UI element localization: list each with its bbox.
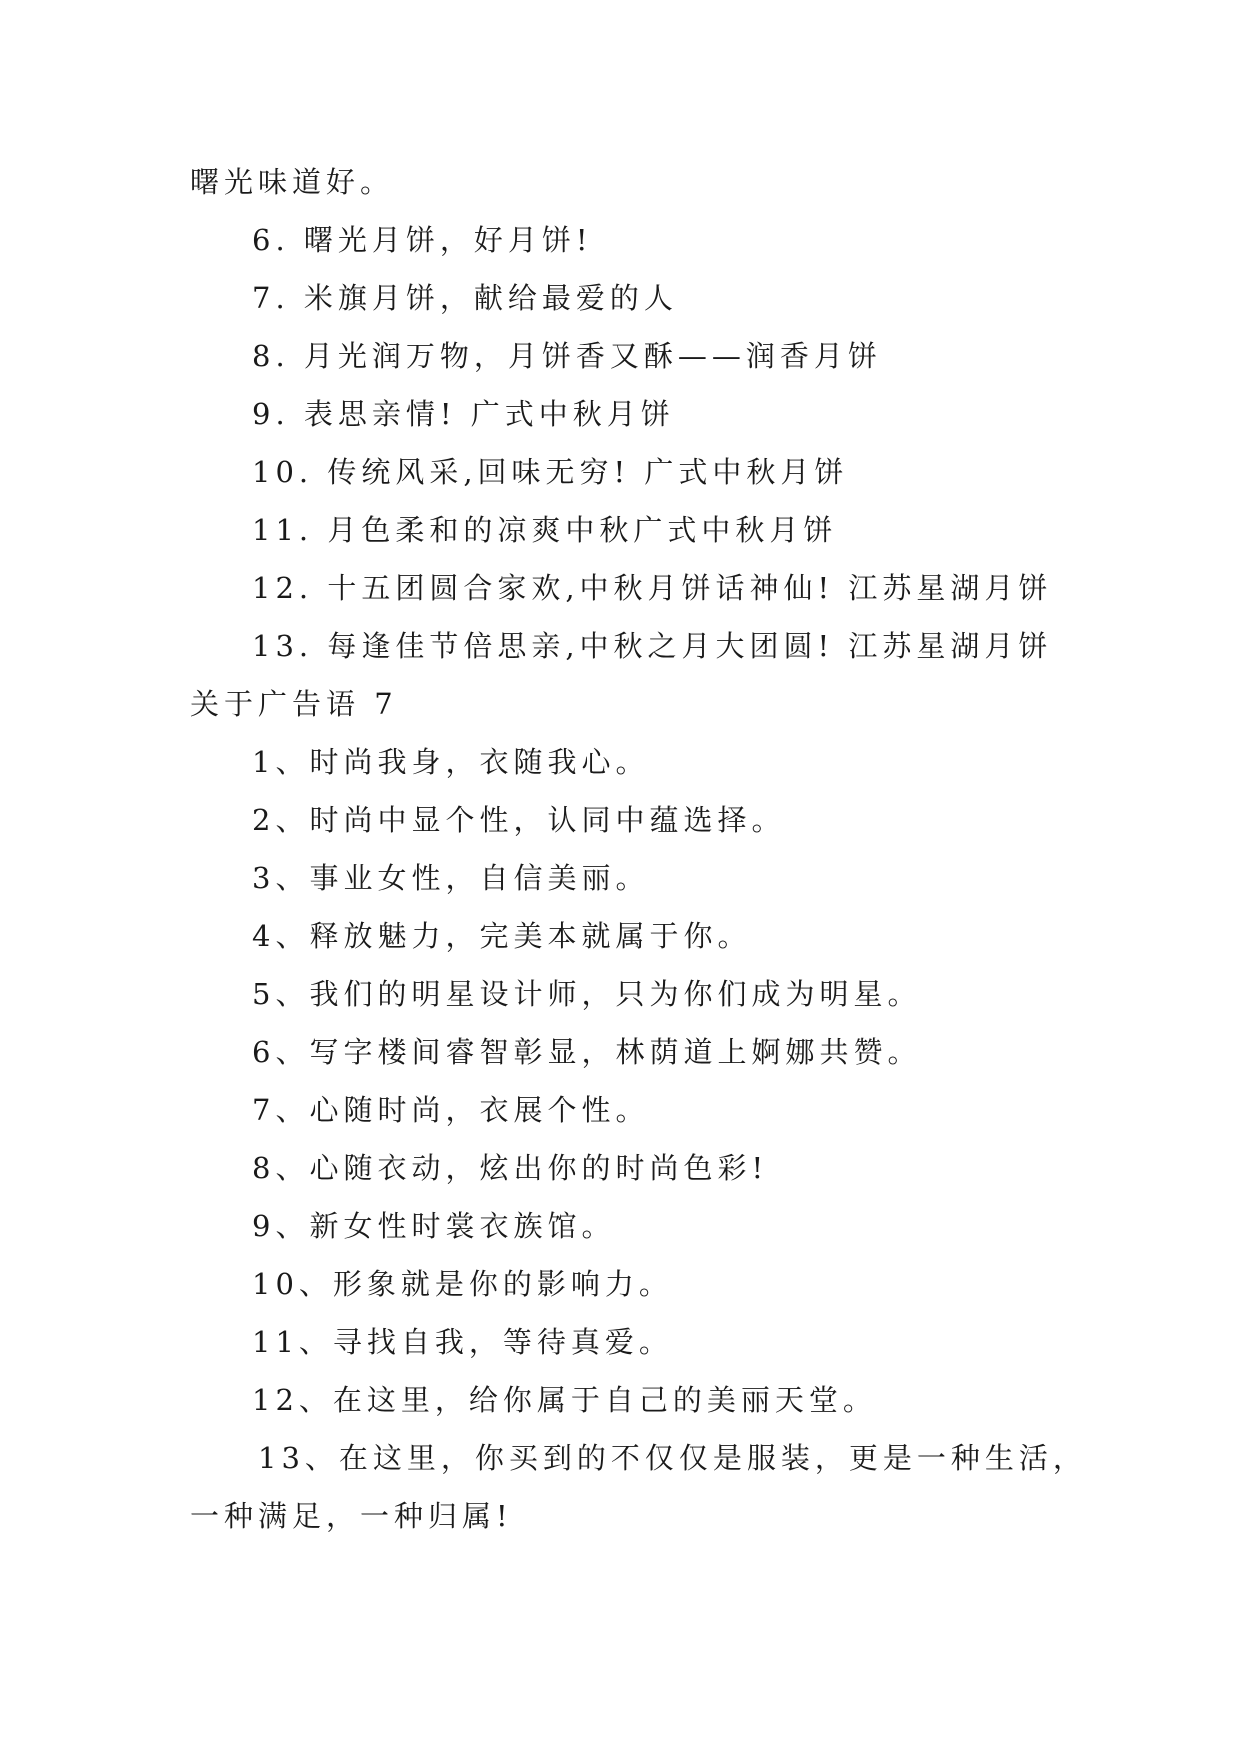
- slogan-item: 7、心随时尚，衣展个性。: [252, 1093, 650, 1127]
- slogan-item: 12、在这里，给你属于自己的美丽天堂。: [252, 1383, 877, 1417]
- slogan-item: 1、时尚我身，衣随我心。: [252, 745, 650, 779]
- slogan-item: 10. 传统风采,回味无穷! 广式中秋月饼: [252, 455, 849, 489]
- slogan-item: 4、释放魅力，完美本就属于你。: [252, 919, 752, 953]
- slogan-item: 11、寻找自我，等待真爱。: [252, 1325, 673, 1359]
- slogan-item: 9、新女性时裳衣族馆。: [252, 1209, 616, 1243]
- slogan-item: 8、心随衣动，炫出你的时尚色彩!: [252, 1151, 769, 1185]
- slogan-item: 6. 曙光月饼，好月饼!: [252, 223, 593, 257]
- slogan-item: 13. 每逢佳节倍思亲,中秋之月大团圆! 江苏星湖月饼: [252, 629, 1053, 663]
- slogan-item: 9. 表思亲情! 广式中秋月饼: [252, 397, 675, 431]
- slogan-item: 11. 月色柔和的凉爽中秋广式中秋月饼: [252, 513, 838, 547]
- slogan-item: 12. 十五团圆合家欢,中秋月饼话神仙! 江苏星湖月饼: [252, 571, 1053, 605]
- section-heading: 关于广告语 7: [190, 687, 398, 721]
- slogan-item: 2、时尚中显个性，认同中蕴选择。: [252, 803, 786, 837]
- slogan-item: 10、形象就是你的影响力。: [252, 1267, 673, 1301]
- paragraph-continuation: 曙光味道好。: [190, 165, 395, 199]
- slogan-item: 7. 米旗月饼，献给最爱的人: [252, 281, 678, 315]
- slogan-item: 3、事业女性，自信美丽。: [252, 861, 650, 895]
- slogan-item: 5、我们的明星设计师，只为你们成为明星。: [252, 977, 922, 1011]
- slogan-item: 13、在这里，你买到的不仅仅是服装，更是一种生活，: [258, 1441, 1087, 1475]
- slogan-item: 6、写字楼间睿智彰显，林荫道上婀娜共赞。: [252, 1035, 922, 1069]
- slogan-item-continuation: 一种满足，一种归属!: [190, 1499, 513, 1533]
- slogan-item: 8. 月光润万物，月饼香又酥——润香月饼: [252, 339, 882, 373]
